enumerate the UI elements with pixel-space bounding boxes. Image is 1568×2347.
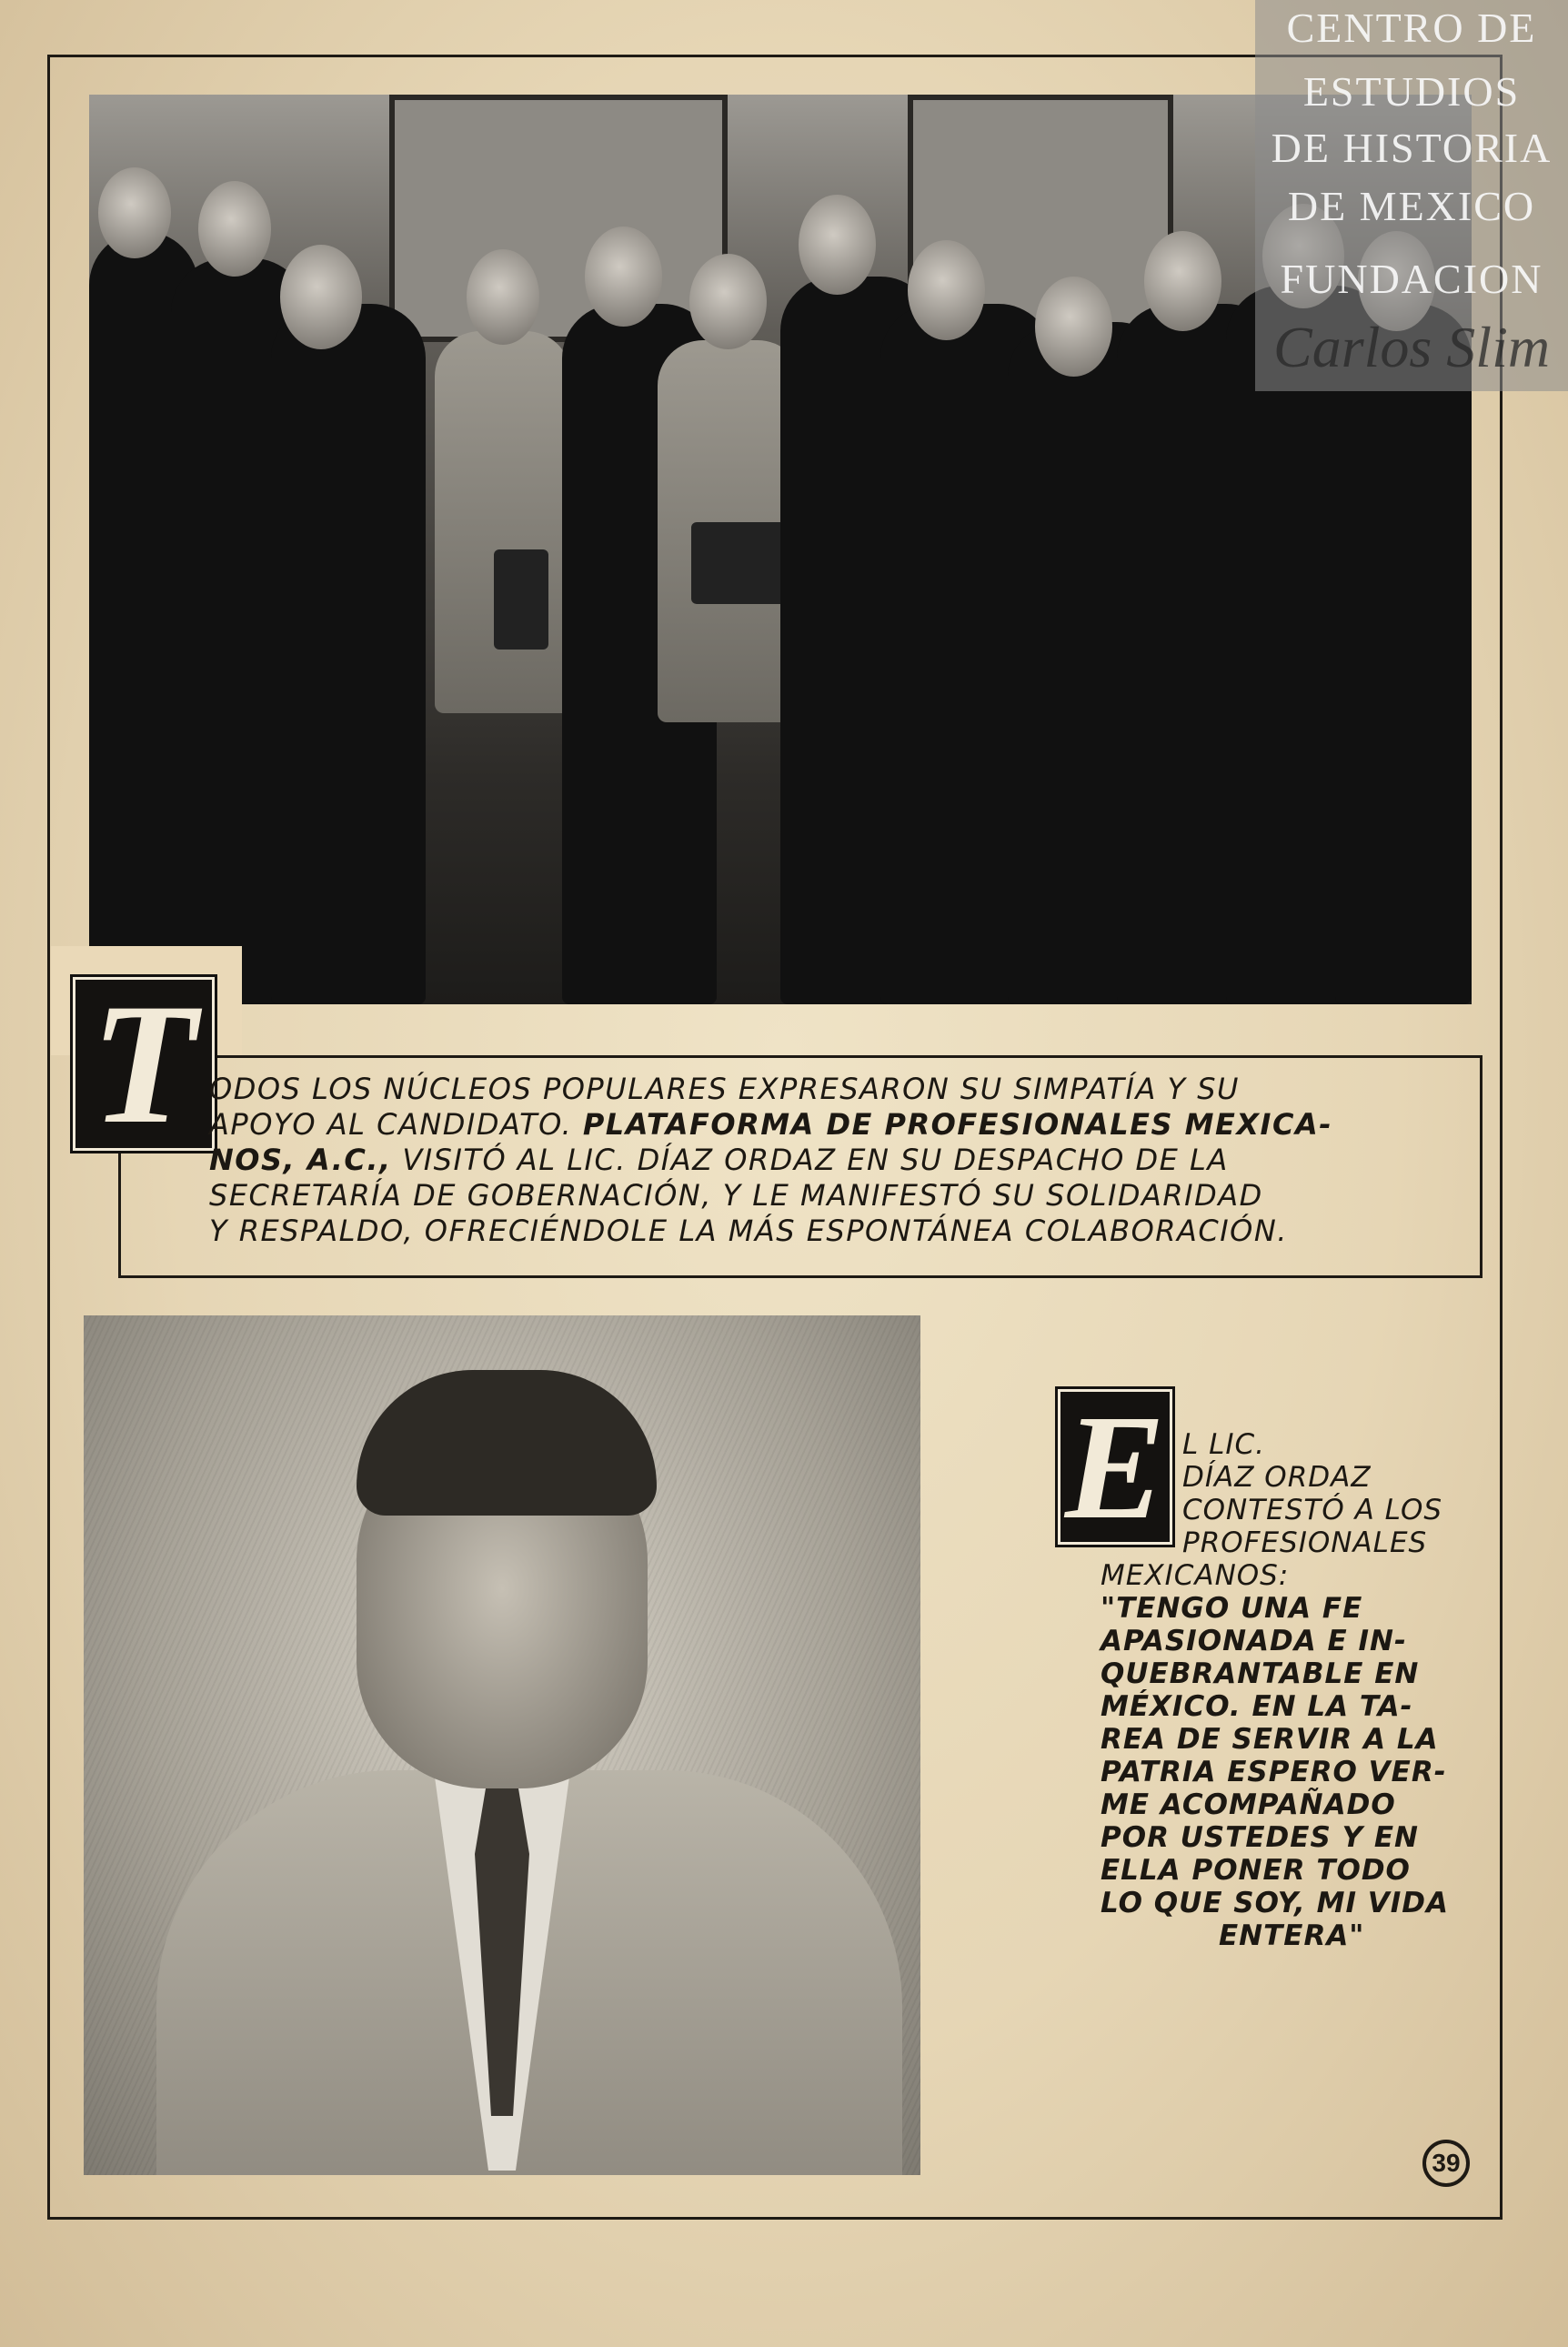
quote-body <box>1101 1559 1501 1952</box>
quote-intro <box>1182 1428 1510 1559</box>
photo-head <box>908 240 985 340</box>
watermark-line: CENTRO DE <box>1286 5 1537 51</box>
photo-head <box>98 167 171 258</box>
photo-head <box>1144 231 1221 331</box>
photo-handbag <box>494 549 548 650</box>
quote-line: MÉXICO. EN LA TA- <box>1101 1690 1413 1723</box>
photo-head <box>198 181 271 277</box>
portrait-sketch <box>84 1315 920 2175</box>
portrait-hair <box>357 1370 657 1516</box>
photo-head <box>689 254 767 349</box>
quote-line: LO QUE SOY, MI VIDA <box>1101 1887 1450 1919</box>
quote-line: APASIONADA E IN- <box>1101 1625 1407 1657</box>
quote-lead-line: MEXICANOS: <box>1101 1559 1290 1592</box>
photo-head <box>799 195 876 295</box>
watermark-signature: Carlos Slim <box>1273 315 1551 379</box>
caption-dropcap: T <box>73 977 215 1151</box>
photo-person <box>1335 304 1472 1004</box>
watermark-line: ESTUDIOS <box>1302 68 1521 115</box>
quote-line: QUEBRANTABLE EN <box>1101 1657 1420 1690</box>
caption-line-part: APOYO AL CANDIDATO. <box>209 1107 583 1142</box>
quote-line: PATRIA ESPERO VER- <box>1101 1756 1447 1788</box>
quote-line: ME ACOMPAÑADO <box>1101 1788 1396 1821</box>
caption-line <box>209 1107 1464 1143</box>
photo-head <box>280 245 362 349</box>
caption-bold-organization-end: NOS, A.C., <box>209 1143 392 1177</box>
watermark-line: FUNDACION <box>1280 256 1543 302</box>
caption-text <box>209 1072 1464 1249</box>
page-number: 39 <box>1422 2140 1470 2187</box>
photo-head <box>1035 277 1112 377</box>
quote-intro-line: PROFESIONALES <box>1182 1526 1428 1559</box>
caption-bold-organization: PLATAFORMA DE PROFESIONALES MEXICA- <box>582 1107 1332 1142</box>
watermark-line: DE MEXICO <box>1287 183 1536 229</box>
photo-head <box>467 249 539 345</box>
caption-line: SECRETARÍA DE GOBERNACIÓN, Y LE MANIFESTÓ SU SOLIDARIDAD <box>209 1178 1263 1213</box>
quote-intro-line: L LIC. <box>1182 1428 1266 1461</box>
quote-intro-line: DÍAZ ORDAZ <box>1182 1461 1372 1494</box>
quote-line: ELLA PONER TODO <box>1101 1854 1411 1887</box>
archive-watermark <box>1255 0 1568 391</box>
photo-person <box>271 304 426 1004</box>
photo-woman-left <box>435 331 571 713</box>
caption-line: ODOS LOS NÚCLEOS POPULARES EXPRESARON SU SIMPATÍA Y SU <box>209 1072 1240 1106</box>
quote-intro-line: CONTESTÓ A LOS <box>1182 1494 1443 1526</box>
caption-line <box>209 1143 1464 1178</box>
photo-door-left <box>389 95 728 342</box>
photo-head <box>585 227 662 327</box>
quote-line: ENTERA" <box>1219 1919 1365 1952</box>
quote-dropcap: E <box>1058 1389 1172 1545</box>
quote-line: "TENGO UNA FE <box>1101 1592 1363 1625</box>
watermark-line: DE HISTORIA <box>1271 125 1553 171</box>
quote-line: POR USTEDES Y EN <box>1101 1821 1419 1854</box>
quote-line: REA DE SERVIR A LA <box>1101 1723 1439 1756</box>
caption-line: Y RESPALDO, OFRECIÉNDOLE LA MÁS ESPONTÁNEA COLABORACIÓN. <box>209 1214 1288 1248</box>
caption-line-part: VISITÓ AL LIC. DÍAZ ORDAZ EN SU DESPACHO DE LA <box>391 1143 1229 1177</box>
